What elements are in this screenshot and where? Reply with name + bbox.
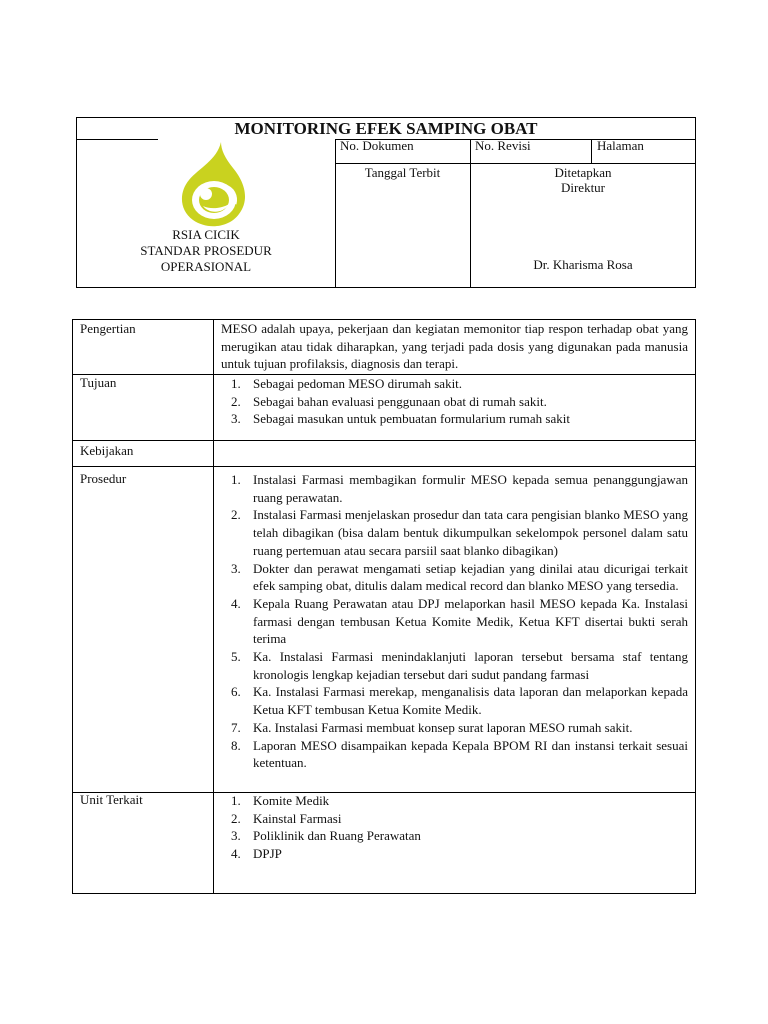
kebijakan-label: Kebijakan	[80, 443, 134, 458]
pengertian-text: MESO adalah upaya, pekerjaan dan kegiatan memonitor tiap respon terhadap obat yang merugikan atau tidak diharapkan, yang terjadi pada dosis yang digunakan pada manusia untuk tujuan profilaksis, diagnosis dan terapi.	[221, 321, 688, 372]
unit-terkait-list	[221, 792, 688, 863]
pengertian-label: Pengertian	[80, 321, 136, 336]
hospital-logo-drop-icon	[159, 140, 259, 228]
list-item-text: Poliklinik dan Ruang Perawatan	[253, 828, 421, 844]
header-divider	[77, 139, 158, 140]
list-item-text: Laporan MESO disampaikan kepada Kepala BPOM RI dan instansi terkait sesuai ketentuan.	[253, 737, 688, 771]
list-item-text: Sebagai bahan evaluasi penggunaan obat di rumah sakit.	[253, 393, 547, 409]
label-column-divider	[213, 320, 214, 893]
tujuan-list	[221, 375, 688, 428]
ditetapkan-label: Ditetapkan	[554, 165, 612, 180]
tujuan-label: Tujuan	[80, 375, 117, 390]
list-item-text: Kainstal Farmasi	[253, 810, 342, 826]
header-column-divider	[335, 139, 336, 288]
list-item-text: Instalasi Farmasi membagikan formulir MESO kepada semua penanggungjawan ruang perawatan.	[253, 472, 688, 505]
sop-title-line1: STANDAR PROSEDUR	[140, 243, 272, 258]
prosedur-list	[221, 471, 688, 772]
prosedur-label: Prosedur	[80, 471, 127, 486]
list-item: 5. Ka. Instalasi Farmasi menindaklanjuti laporan tersebut bersama staf tentang kronologis lengkap kejadian tersebut dari sudut pandang farmasi	[231, 649, 688, 682]
list-item: 2. Sebagai bahan evaluasi penggunaan obat di rumah sakit.	[231, 393, 547, 409]
document-title: MONITORING EFEK SAMPING OBAT	[234, 119, 538, 138]
list-item: 4. Kepala Ruang Perawatan atau DPJ melaporkan hasil MESO kepada Ka. Instalasi farmasi dengan tembusan Ketua Komite Medik, Ketua KFT disertai bukti serah terima	[231, 595, 688, 647]
header-column-divider	[591, 139, 592, 163]
no-revisi-label: No. Revisi	[475, 138, 531, 153]
direktur-label: Direktur	[560, 180, 606, 195]
list-item: 1. Sebagai pedoman MESO dirumah sakit.	[231, 376, 463, 391]
halaman-label: Halaman	[597, 138, 644, 153]
list-item-text: Dokter dan perawat mengamati setiap kejadian yang dinilai atau dicurigai terkait efek samping obat, ditulis dalam medical record dan blanko MESO yang tersedia.	[253, 560, 688, 594]
list-item-text: Ka. Instalasi Farmasi merekap, menganalisis data laporan dan melaporkan kepada Ketua KFT tembusan Ketua Komite Medik.	[253, 684, 688, 718]
list-item-text: Sebagai pedoman MESO dirumah sakit.	[253, 376, 463, 391]
list-item: 7. Ka. Instalasi Farmasi membuat konsep surat laporan MESO rumah sakit.	[231, 719, 633, 735]
director-name: Dr. Kharisma Rosa	[533, 257, 633, 272]
sop-title-line2: OPERASIONAL	[160, 259, 252, 274]
list-item-text: Sebagai masukan untuk pembuatan formularium rumah sakit	[253, 411, 570, 427]
row-divider	[73, 466, 695, 467]
list-item: 4. DPJP	[231, 846, 282, 862]
tanggal-terbit-label: Tanggal Terbit	[364, 165, 441, 180]
list-item-text: Komite Medik	[253, 793, 330, 808]
list-item: 2. Instalasi Farmasi menjelaskan prosedur dan tata cara pengisian blanko MESO yang telah dibagikan (bisa dalam bentuk dikumpulkan sekelompok personel dalam satu ruang pertemuan atau secara parsiil saat blanko dibagikan)	[231, 507, 688, 558]
list-item: 8. Laporan MESO disampaikan kepada Kepala BPOM RI dan instansi terkait sesuai ketentuan.	[231, 737, 688, 771]
list-item-text: Kepala Ruang Perawatan atau DPJ melaporkan hasil MESO kepada Ka. Instalasi farmasi dengan tembusan Ketua Komite Medik, Ketua KFT disertai bukti serah terima	[253, 595, 688, 647]
list-item-text: Instalasi Farmasi menjelaskan prosedur dan tata cara pengisian blanko MESO yang telah dibagikan (bisa dalam bentuk dikumpulkan sekelompok personel dalam satu ruang pertemuan atau secara parsiil saat blanko dibagikan)	[253, 507, 688, 558]
row-divider	[73, 440, 695, 441]
unit-terkait-label: Unit Terkait	[80, 792, 143, 807]
header-row-divider	[335, 163, 696, 164]
list-item-text: Ka. Instalasi Farmasi membuat konsep surat laporan MESO rumah sakit.	[253, 719, 633, 735]
list-item: 3. Dokter dan perawat mengamati setiap kejadian yang dinilai atau dicurigai terkait efek samping obat, ditulis dalam medical record dan blanko MESO yang tersedia.	[231, 560, 688, 594]
list-item: 2. Kainstal Farmasi	[231, 810, 342, 826]
list-item: 3. Sebagai masukan untuk pembuatan formularium rumah sakit	[231, 411, 570, 427]
sop-content-table	[72, 319, 696, 894]
hospital-name: RSIA CICIK	[172, 227, 240, 242]
list-item: 1. Instalasi Farmasi membagikan formulir MESO kepada semua penanggungjawan ruang perawatan.	[231, 472, 688, 505]
document-header	[76, 117, 696, 288]
list-item-text: DPJP	[253, 846, 282, 862]
list-item-text: Ka. Instalasi Farmasi menindaklanjuti laporan tersebut bersama staf tentang kronologis lengkap kejadian tersebut dari sudut pandang farmasi	[253, 649, 688, 682]
list-item: 3. Poliklinik dan Ruang Perawatan	[231, 828, 421, 844]
no-dokumen-label: No. Dokumen	[340, 138, 414, 153]
list-item: 1. Komite Medik	[231, 793, 330, 808]
list-item: 6. Ka. Instalasi Farmasi merekap, menganalisis data laporan dan melaporkan kepada Ketua KFT tembusan Ketua Komite Medik.	[231, 684, 688, 718]
